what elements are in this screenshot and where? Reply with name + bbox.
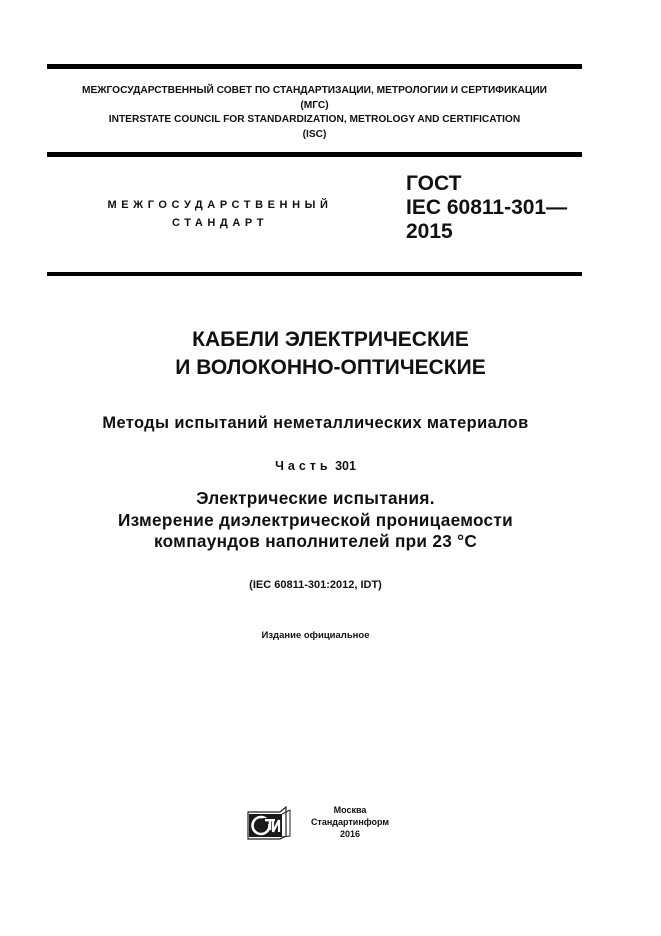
- description-line3: компаундов наполнителей при 23 °С: [153, 531, 478, 551]
- standard-type-line1: МЕЖГОСУДАРСТВЕННЫЙ: [107, 199, 333, 211]
- council-header: [47, 84, 582, 142]
- publisher-year: 2016: [339, 829, 361, 839]
- designation-year: 2015: [406, 220, 453, 243]
- description-line1: Электрические испытания.: [196, 488, 435, 508]
- publisher-name: Стандартинформ: [310, 817, 390, 827]
- title-line1: КАБЕЛИ ЭЛЕКТРИЧЕСКИЕ: [192, 328, 469, 351]
- description-line2: Измерение диэлектрической проницаемости: [117, 509, 514, 530]
- equivalence-note: (IEC 60811-301:2012, IDT): [249, 579, 382, 591]
- header-divider: [47, 152, 582, 157]
- top-divider: [47, 64, 582, 69]
- council-name-en: INTERSTATE COUNCIL FOR STANDARDIZATION, METROLOGY AND CERTIFICATION: [108, 114, 521, 126]
- edition-note: Издание официальное: [261, 630, 370, 641]
- council-abbr-ru: (МГС): [300, 99, 329, 111]
- council-abbr-en: (ISC): [302, 128, 327, 140]
- designation-number: IEC 60811-301—: [406, 196, 568, 219]
- part-word: Часть: [275, 459, 332, 473]
- part-description: [0, 488, 631, 553]
- designation-prefix: ГОСТ: [406, 172, 462, 195]
- council-name-ru: МЕЖГОСУДАРСТВЕННЫЙ СОВЕТ ПО СТАНДАРТИЗАЦИИ, МЕТРОЛОГИИ И СЕРТИФИКАЦИИ: [82, 85, 547, 96]
- publisher-block: [300, 804, 400, 840]
- standard-type-line2: СТАНДАРТ: [171, 217, 269, 229]
- document-title: [0, 326, 661, 382]
- document-subtitle: Методы испытаний неметаллических материалов: [102, 414, 529, 432]
- standard-designation: [406, 172, 567, 244]
- part-label: [0, 459, 631, 473]
- designation-divider: [47, 272, 582, 276]
- part-number: 301: [335, 459, 356, 473]
- standard-type: [70, 196, 370, 232]
- publisher-city: Москва: [333, 805, 367, 815]
- standartinform-logo-icon: [246, 806, 294, 840]
- title-line2: И ВОЛОКОННО-ОПТИЧЕСКИЕ: [175, 356, 486, 379]
